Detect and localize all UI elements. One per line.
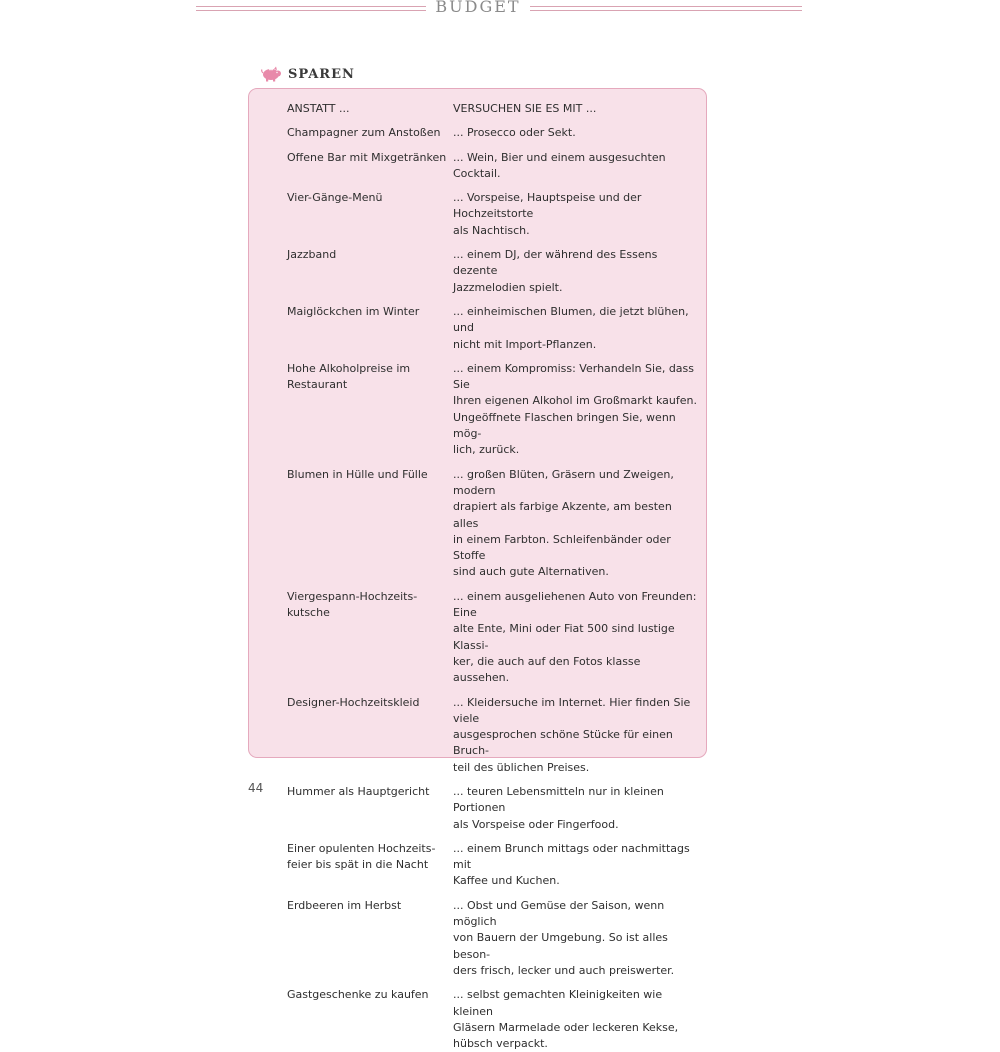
alternative-cell [453,784,698,833]
table-row [287,150,707,183]
alternative-line: Jazzmelodien spielt. [453,280,563,294]
instead-line: Offene Bar mit Mixgetränken [287,150,447,164]
alternative-cell [453,125,698,141]
instead-cell [287,841,453,890]
alternative-line: ker, die auch auf den Fotos klasse aussehen. [453,654,641,685]
piggy-bank-icon [260,66,282,82]
alternative-line: als Vorspeise oder Fingerfood. [453,817,619,831]
alternative-line: ... großen Blüten, Gräsern und Zweigen, modern [453,467,674,497]
instead-line: Blumen in Hülle und Fülle [287,467,428,481]
instead-line: Einer opulenten Hochzeits- [287,841,436,855]
alternative-line: drapiert als farbige Akzente, am besten alles [453,500,672,530]
alternative-cell [453,150,698,183]
alternative-line: Ihren eigenen Alkohol im Großmarkt kaufen. [453,394,697,408]
header-rule-left [196,6,426,11]
page-header-title: BUDGET [435,0,521,16]
alternative-cell [453,361,698,459]
alternative-line: ... selbst gemachten Kleinigkeiten wie kleinen [453,988,663,1018]
table-row [287,589,707,687]
alternative-cell [453,304,698,353]
section-title: SPAREN [288,66,355,82]
alternative-line: Gläsern Marmelade oder leckeren Kekse, [453,1020,679,1034]
alternative-line: ... Obst und Gemüse der Saison, wenn möglich [453,898,665,929]
page-header [196,0,802,18]
instead-line: Hummer als Hauptgericht [287,784,430,798]
alternative-cell [453,987,698,1052]
table-row [287,125,707,141]
alternative-line: ders frisch, lecker und auch preiswerter. [453,963,675,977]
column-header-try: VERSUCHEN SIE ES MIT ... [453,102,597,115]
instead-cell [287,784,453,833]
header-rule-right [530,6,802,11]
instead-cell [287,190,453,239]
table-row [287,898,707,979]
alternative-cell [453,898,698,979]
table-row [287,304,707,353]
instead-cell [287,304,453,353]
instead-cell [287,589,453,687]
instead-cell [287,695,453,776]
page-number: 44 [248,781,264,795]
instead-cell [287,247,453,296]
column-header-instead: ANSTATT ... [287,102,350,115]
alternative-cell [453,841,698,890]
instead-line: Gastgeschenke zu kaufen [287,988,429,1002]
table-row [287,784,707,833]
alternative-cell [453,695,698,776]
alternative-cell [453,589,698,687]
alternative-line: alte Ente, Mini oder Fiat 500 sind lustige Klassi- [453,622,675,652]
alternative-line: ... einheimischen Blumen, die jetzt blühen, und [453,304,689,335]
instead-line: Jazzband [287,248,337,262]
alternative-line: sind auch gute Alternativen. [453,565,609,579]
instead-cell [287,361,453,459]
instead-line: Restaurant [287,378,348,392]
instead-cell [287,987,453,1052]
alternative-line: ... Kleidersuche im Internet. Hier finden Sie viele [453,695,691,725]
instead-line: Designer-Hochzeitskleid [287,695,420,709]
instead-line: Vier-Gänge-Menü [287,191,383,205]
instead-line: Champagner zum Anstoßen [287,126,441,140]
alternative-line: ... Prosecco oder Sekt. [453,126,576,140]
instead-cell [287,898,453,979]
alternative-line: ... einem DJ, der während des Essens dezente [453,248,658,278]
alternative-line: Ungeöffnete Flaschen bringen Sie, wenn mög- [453,410,676,441]
alternative-cell [453,467,698,581]
alternative-line: ... einem ausgeliehenen Auto von Freunden: Eine [453,589,697,620]
alternative-line: als Nachtisch. [453,223,530,237]
instead-line: Hohe Alkoholpreise im [287,361,411,375]
alternative-line: nicht mit Import-Pflanzen. [453,337,597,351]
instead-line: Maiglöckchen im Winter [287,304,420,318]
instead-cell [287,150,453,183]
instead-line: feier bis spät in die Nacht [287,858,429,872]
alternative-line: ... einem Kompromiss: Verhandeln Sie, dass Sie [453,361,695,392]
section-heading [260,64,355,84]
alternative-line: Kaffee und Kuchen. [453,874,560,888]
instead-cell [287,125,453,141]
table-row [287,247,707,296]
instead-cell [287,467,453,581]
table-row [287,987,707,1052]
alternative-line: von Bauern der Umgebung. So ist alles beson- [453,931,668,961]
alternative-line: ... Vorspeise, Hauptspeise und der Hochzeitstorte [453,191,642,221]
alternative-cell [453,247,698,296]
table-row [287,467,707,581]
instead-line: Erdbeeren im Herbst [287,898,402,912]
alternative-line: hübsch verpackt. [453,1037,548,1051]
alternative-line: teil des üblichen Preises. [453,760,590,774]
alternative-line: ... einem Brunch mittags oder nachmittags mit [453,841,690,872]
alternative-line: ... Wein, Bier und einem ausgesuchten Cocktail. [453,150,666,180]
instead-line: kutsche [287,606,330,620]
alternative-line: ... teuren Lebensmitteln nur in kleinen Portionen [453,784,664,815]
table-row [287,190,707,239]
alternative-line: in einem Farbton. Schleifenbänder oder Stoffe [453,532,671,563]
table-header-row [287,101,707,117]
instead-line: Viergespann-Hochzeits- [287,589,418,603]
table-row [287,361,707,459]
alternative-line: ausgesprochen schöne Stücke für einen Bruch- [453,728,673,758]
alternative-cell [453,190,698,239]
table-row [287,841,707,890]
alternative-line: lich, zurück. [453,443,520,457]
table-row [287,695,707,776]
savings-table [287,101,707,1052]
